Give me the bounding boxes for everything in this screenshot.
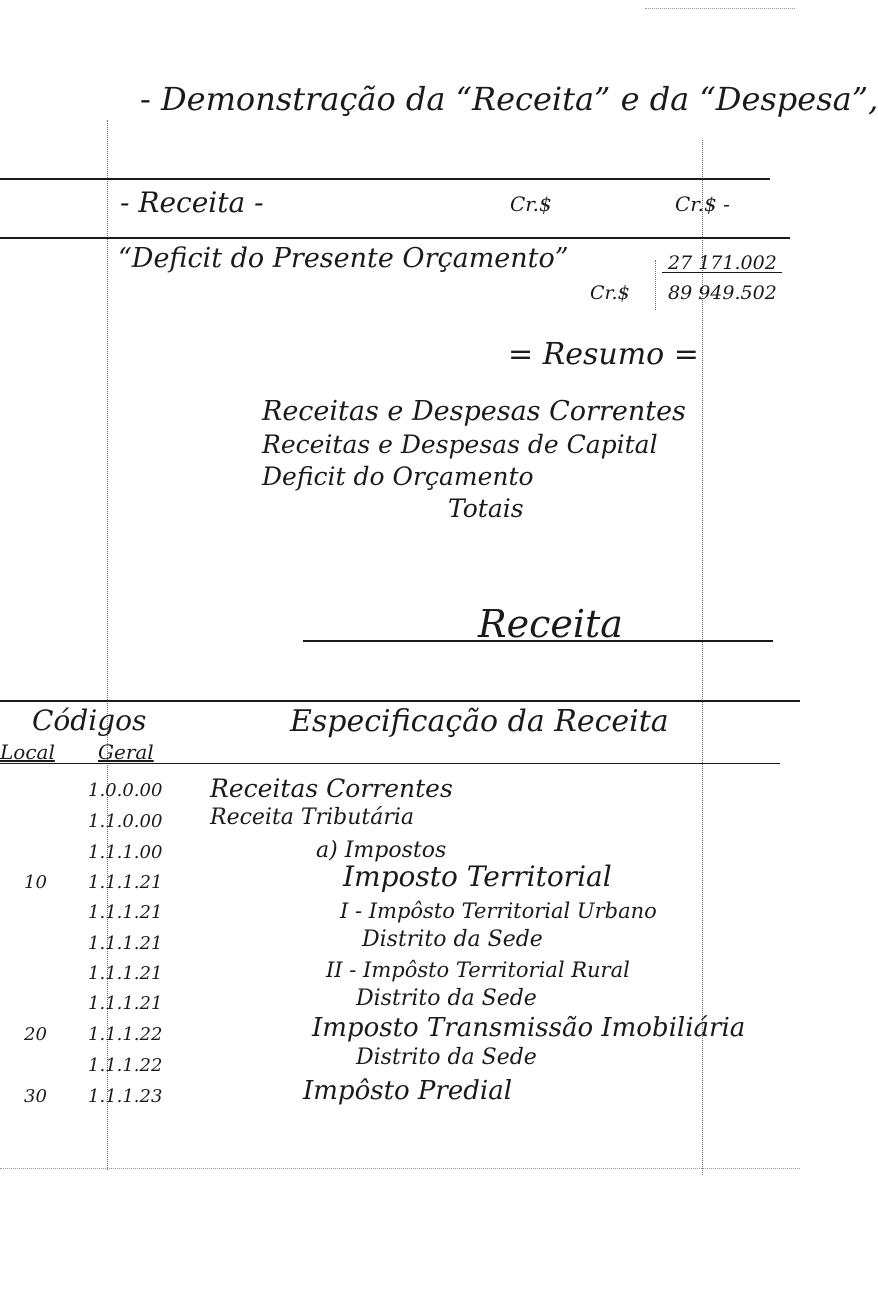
geral-code: 1.1.1.21 — [88, 993, 163, 1014]
resumo-item: Totais — [448, 494, 524, 523]
local-header: Local — [0, 740, 55, 764]
geral-code: 1.1.1.22 — [88, 1055, 163, 1076]
receita-description: Distrito da Sede — [356, 986, 537, 1011]
total-currency: Cr.$ — [590, 282, 630, 304]
codigos-header: Códigos — [32, 704, 147, 737]
deficit-value: 27 171.002 — [668, 252, 777, 274]
geral-code: 1.1.1.21 — [88, 963, 163, 984]
receita-description: Imposto Transmissão Imobiliária — [312, 1013, 746, 1043]
receita-description: Distrito da Sede — [356, 1045, 537, 1070]
geral-code: 1.1.1.22 — [88, 1024, 163, 1045]
receita-description: II - Impôsto Territorial Rural — [326, 958, 630, 982]
local-code: 20 — [24, 1024, 47, 1045]
header-bottom-rule — [0, 237, 790, 239]
page-title: - Demonstração da “Receita” e da “Despesa”, — [140, 80, 878, 118]
receita-description: Distrito da Sede — [362, 927, 543, 952]
header-top-rule — [0, 178, 770, 180]
resumo-item: Receitas e Despesas de Capital — [262, 430, 658, 459]
geral-code: 1.1.1.00 — [88, 842, 163, 863]
geral-code: 1.1.1.21 — [88, 872, 163, 893]
geral-code: 1.0.0.00 — [88, 780, 163, 801]
geral-code: 1.1.1.21 — [88, 933, 163, 954]
resumo-heading: = Resumo = — [508, 337, 699, 372]
table-top-rule — [0, 700, 800, 702]
resumo-item: Deficit do Orçamento — [262, 462, 534, 491]
receita-description: Imposto Territorial — [343, 860, 612, 893]
total-value: 89 949.502 — [668, 282, 777, 304]
geral-code: 1.1.0.00 — [88, 811, 163, 832]
value-column-divider — [655, 260, 656, 310]
geral-code: 1.1.1.23 — [88, 1086, 163, 1107]
currency-column-2: Cr.$ - — [675, 192, 730, 216]
local-code: 10 — [24, 872, 47, 893]
especificacao-header: Especificação da Receita — [290, 704, 669, 739]
section-title: Receita — [478, 602, 623, 646]
currency-column-1: Cr.$ — [510, 192, 552, 216]
receita-description: a) Impostos — [316, 838, 447, 863]
receita-description: Receitas Correntes — [210, 774, 453, 803]
local-code: 30 — [24, 1086, 47, 1107]
top-right-rule — [645, 8, 795, 9]
receita-description: Receita Tributária — [210, 805, 415, 830]
resumo-item: Receitas e Despesas Correntes — [262, 396, 686, 427]
geral-header: Geral — [98, 740, 154, 764]
deficit-label: “Deficit do Presente Orçamento” — [118, 243, 569, 274]
receita-header: - Receita - — [120, 186, 264, 219]
geral-code: 1.1.1.21 — [88, 902, 163, 923]
bottom-dots — [0, 1168, 800, 1169]
receita-description: Impôsto Predial — [303, 1076, 513, 1106]
receita-description: I - Impôsto Territorial Urbano — [340, 899, 657, 923]
